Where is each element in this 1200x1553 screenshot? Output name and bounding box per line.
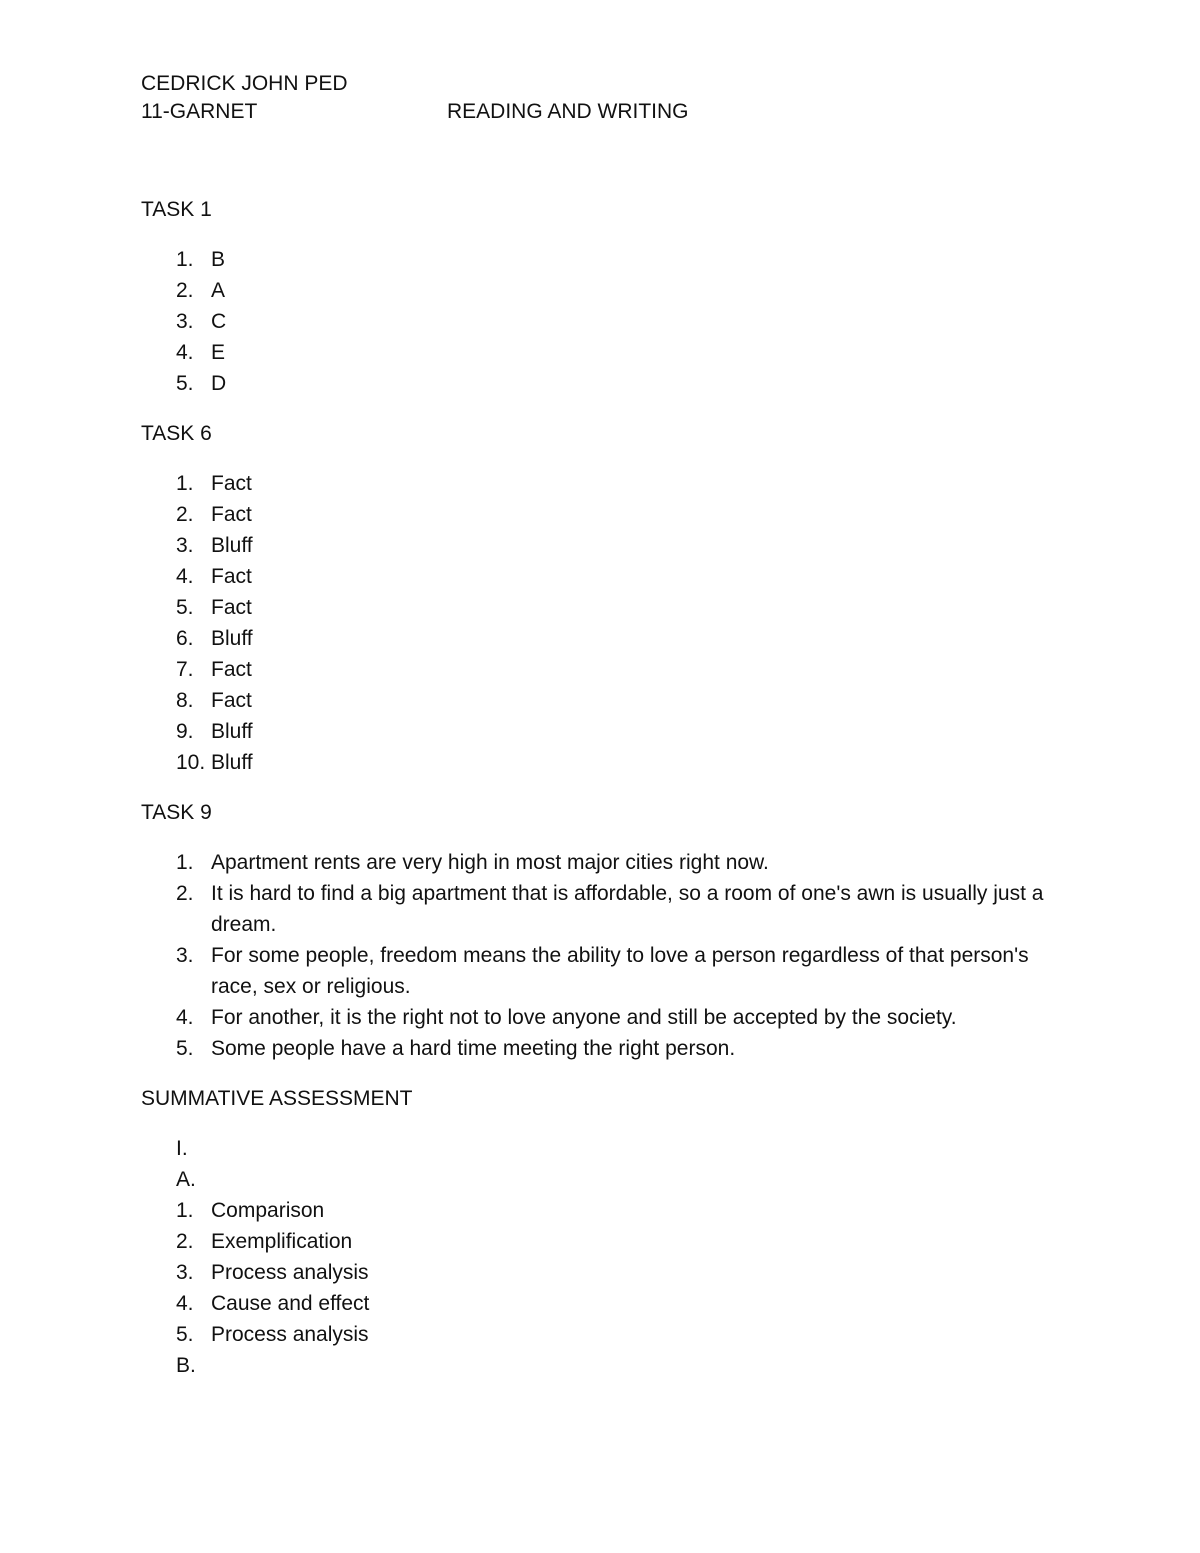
list-item: 2. It is hard to find a big apartment that is affordable, so a room of one's awn is usually just a dream.	[176, 882, 1044, 936]
list-item: B.	[176, 1354, 196, 1377]
subject-title: READING AND WRITING	[447, 100, 689, 123]
list-item: 3. Bluff	[176, 534, 253, 557]
list-item: 4. Cause and effect	[176, 1292, 370, 1315]
list-item: 4. Fact	[176, 565, 252, 588]
list-item: 8. Fact	[176, 689, 252, 712]
list-item: 2. Fact	[176, 503, 252, 526]
list-item: 2. Exemplification	[176, 1230, 353, 1253]
list-item: 10. Bluff	[176, 751, 253, 774]
task-1-title: TASK 1	[141, 198, 212, 221]
list-item: A.	[176, 1168, 196, 1191]
task-1-section	[141, 194, 1061, 399]
list-item: 5. D	[176, 372, 227, 395]
task-6-section	[141, 418, 1061, 778]
list-item: I.	[176, 1137, 188, 1160]
list-item: 3. For some people, freedom means the ability to love a person regardless of that person's race, sex or religious.	[176, 944, 1029, 998]
task-6-title: TASK 6	[141, 422, 212, 445]
list-item: 6. Bluff	[176, 627, 253, 650]
document-page	[141, 70, 1061, 1381]
list-item: 7. Fact	[176, 658, 252, 681]
task-9-title: TASK 9	[141, 801, 212, 824]
list-item: 1. Comparison	[176, 1199, 325, 1222]
student-name-line	[141, 70, 1061, 98]
summative-assessment-section	[141, 1083, 1061, 1381]
list-item: 3. C	[176, 310, 227, 333]
list-item: 3. Process analysis	[176, 1261, 369, 1284]
list-item: 5. Some people have a hard time meeting the right person.	[176, 1037, 736, 1060]
list-item: 1. Fact	[176, 472, 252, 495]
list-item: 5. Process analysis	[176, 1323, 369, 1346]
list-item: 9. Bluff	[176, 720, 253, 743]
list-item: 4. E	[176, 341, 226, 364]
list-item: 1. B	[176, 248, 226, 271]
list-item: 1. Apartment rents are very high in most major cities right now.	[176, 851, 769, 874]
student-name: CEDRICK JOHN PED	[141, 72, 348, 95]
summative-assessment-title: SUMMATIVE ASSESSMENT	[141, 1087, 413, 1110]
section-subject-line	[141, 98, 1061, 126]
task-9-section	[141, 797, 1061, 1064]
student-section: 11-GARNET	[141, 100, 258, 123]
list-item: 2. A	[176, 279, 226, 302]
list-item: 4. For another, it is the right not to love anyone and still be accepted by the society.	[176, 1006, 957, 1029]
list-item: 5. Fact	[176, 596, 252, 619]
